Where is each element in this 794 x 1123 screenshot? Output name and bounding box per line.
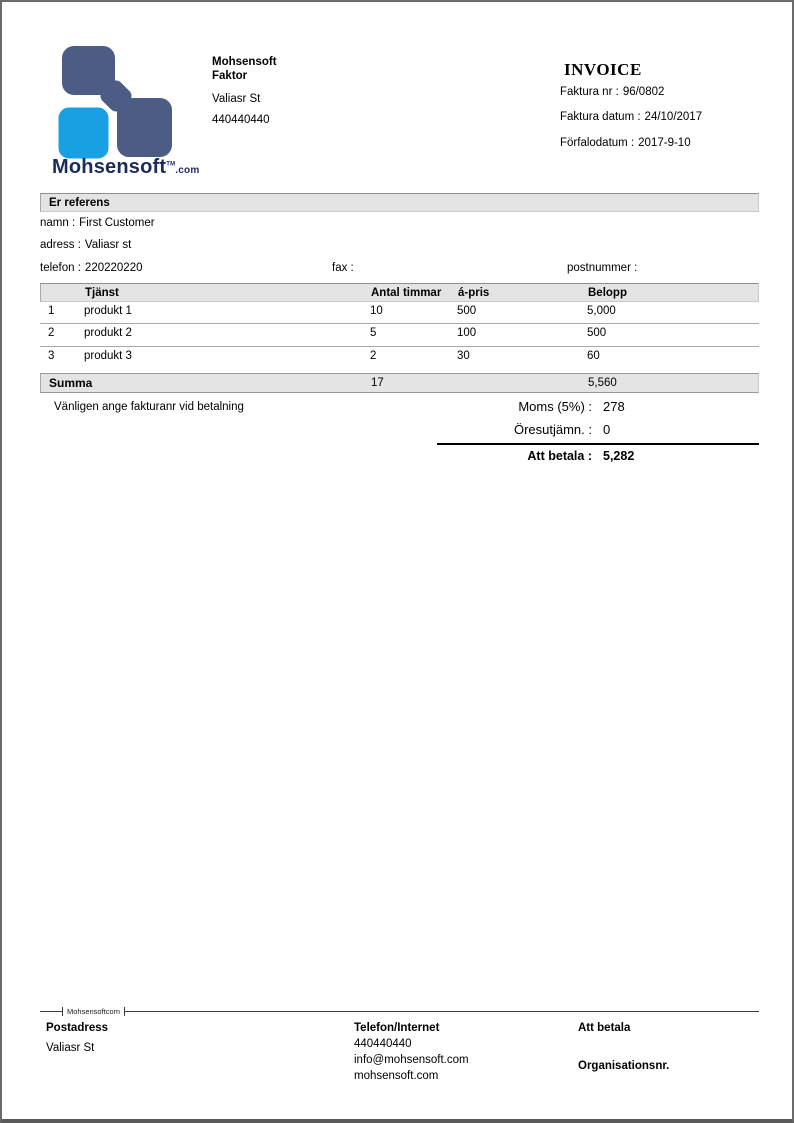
invoice-number-line: [560, 86, 664, 98]
row-hours: 5: [370, 327, 377, 339]
table-row: [40, 302, 759, 324]
col-header-hours: Antal timmar: [371, 287, 442, 299]
col-header-amount: Belopp: [588, 287, 627, 299]
logo-domain-text: .com: [175, 165, 200, 176]
invoice-date-value: 24/10/2017: [644, 111, 703, 123]
summary-amount: 5,560: [588, 377, 617, 389]
invoice-number-value: 96/0802: [622, 86, 665, 98]
customer-fax-line: [332, 262, 358, 274]
customer-phone-label: telefon :: [40, 262, 81, 274]
seller-block: [212, 55, 277, 127]
row-unit-price: 100: [457, 327, 477, 339]
divider-line-right: [125, 1011, 759, 1012]
total-due-row: [437, 449, 759, 463]
row-amount: 500: [587, 327, 607, 339]
footer-orgnr-title: Organisationsnr.: [578, 1060, 670, 1072]
footer-payment-title: Att betala: [578, 1022, 631, 1034]
customer-name-value: First Customer: [79, 217, 155, 229]
logo-tm-mark: TM: [166, 161, 176, 168]
summary-label: Summa: [49, 376, 93, 390]
customer-phone-value: 220220220: [84, 262, 143, 274]
footer-contact-phone: 440440440: [354, 1038, 412, 1050]
invoice-duedate-value: 2017-9-10: [638, 137, 691, 149]
customer-postcode-line: [567, 262, 641, 274]
customer-postcode-label: postnummer :: [567, 262, 638, 274]
customer-fax-label: fax :: [332, 262, 354, 274]
payment-note: Vänligen ange fakturanr vid betalning: [54, 401, 244, 413]
row-hours: 10: [370, 305, 383, 317]
row-service: produkt 3: [84, 350, 132, 362]
footer-postal-address: Valiasr St: [46, 1042, 95, 1054]
logo-wordmark: [52, 156, 212, 179]
invoice-number-label: Faktura nr :: [560, 86, 619, 98]
row-service: produkt 1: [84, 305, 132, 317]
rounding-row: [437, 422, 759, 437]
customer-name-label: namn :: [40, 217, 76, 229]
totals-divider: [437, 443, 759, 445]
table-row: [40, 347, 759, 369]
row-number: 3: [48, 350, 55, 362]
row-unit-price: 500: [457, 305, 477, 317]
row-amount: 5,000: [587, 305, 616, 317]
customer-section-title: Er referens: [49, 197, 110, 209]
footer-contact-email: info@mohsensoft.com: [354, 1054, 469, 1066]
customer-address-value: Valiasr st: [84, 239, 132, 251]
invoice-title: INVOICE: [564, 60, 642, 79]
table-row: [40, 324, 759, 347]
divider-line-left: [40, 1011, 62, 1012]
invoice-duedate-label: Förfalodatum :: [560, 137, 635, 149]
company-logo-icon: [52, 44, 176, 162]
row-hours: 2: [370, 350, 377, 362]
rounding-label: Öresutjämn. :: [513, 422, 592, 437]
footer-contact-website: mohsensoft.com: [354, 1070, 439, 1082]
row-unit-price: 30: [457, 350, 470, 362]
col-header-service: Tjänst: [85, 287, 119, 299]
row-number: 2: [48, 327, 55, 339]
footer-divider: [40, 1005, 759, 1017]
seller-phone: 440440440: [212, 114, 270, 126]
seller-name-line2: Faktor: [212, 70, 248, 82]
footer-contact-title: Telefon/Internet: [354, 1022, 440, 1034]
customer-section-header: [40, 193, 759, 212]
table-summary-row: [40, 373, 759, 393]
seller-name-line1: Mohsensoft: [212, 56, 277, 68]
customer-name-line: [40, 217, 155, 229]
seller-address: Valiasr St: [212, 93, 261, 105]
invoice-date-label: Faktura datum :: [560, 111, 641, 123]
invoice-duedate-line: [560, 137, 691, 149]
row-amount: 60: [587, 350, 600, 362]
invoice-date-line: [560, 111, 702, 123]
vat-value: 278: [603, 399, 625, 414]
footer-postal-column: [46, 1020, 108, 1056]
row-service: produkt 2: [84, 327, 132, 339]
vat-row: [437, 399, 759, 414]
summary-hours: 17: [371, 377, 384, 389]
customer-address-label: adress :: [40, 239, 81, 251]
footer-postal-title: Postadress: [46, 1022, 109, 1034]
footer-payment-column: [578, 1020, 669, 1074]
items-table-header: [40, 283, 759, 302]
total-due-value: 5,282: [603, 449, 635, 463]
footer-divider-label: Mohsensoftcom: [62, 1007, 125, 1016]
total-due-label: Att betala :: [527, 449, 592, 463]
footer-contact-column: [354, 1020, 469, 1084]
row-number: 1: [48, 305, 55, 317]
col-header-unit-price: á-pris: [458, 287, 490, 299]
vat-label: Moms (5%) :: [518, 399, 592, 414]
logo-brand-text: Mohsensoft: [52, 156, 167, 178]
customer-address-line: [40, 239, 131, 251]
customer-phone-line: [40, 262, 142, 274]
rounding-value: 0: [603, 422, 611, 437]
